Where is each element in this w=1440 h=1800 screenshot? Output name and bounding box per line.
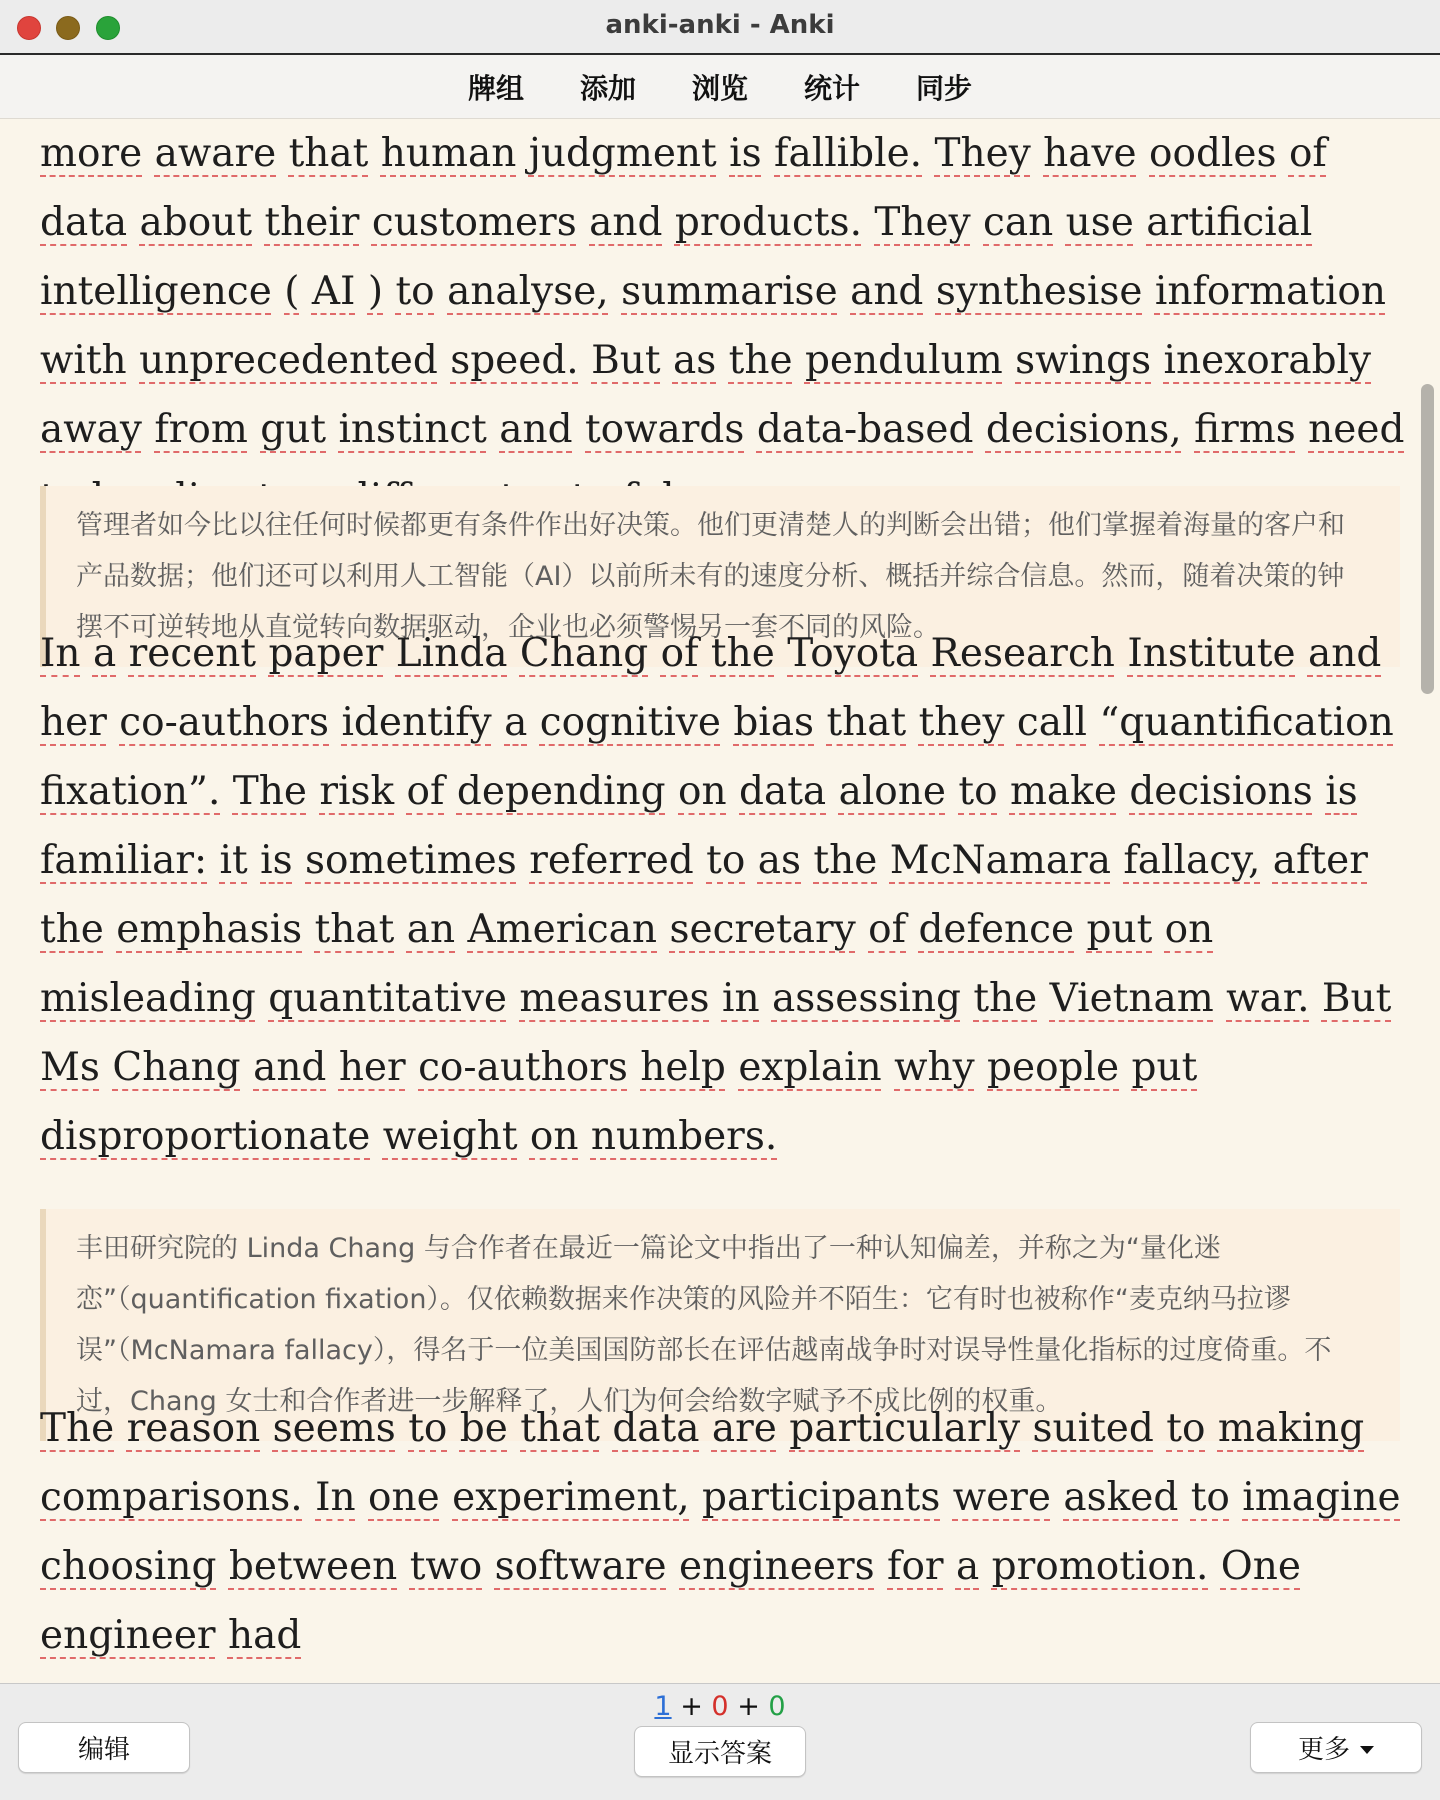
chevron-down-icon xyxy=(1360,1746,1374,1754)
word: cognitive xyxy=(539,700,721,745)
word: Institute xyxy=(1127,631,1296,676)
word: people xyxy=(987,1045,1120,1090)
word: of xyxy=(868,907,907,952)
word: quantitative xyxy=(268,976,507,1021)
word: two xyxy=(409,1544,483,1589)
word: familiar: xyxy=(40,838,208,883)
word: her xyxy=(40,700,107,745)
word: decisions, xyxy=(985,407,1182,452)
word: co-authors xyxy=(418,1045,628,1090)
word: They xyxy=(934,131,1031,176)
word: Chang xyxy=(519,631,649,676)
word: ) xyxy=(367,269,384,314)
word: AI xyxy=(311,269,356,314)
word: data xyxy=(612,1406,700,1451)
word: measures xyxy=(519,976,710,1021)
word: Ms xyxy=(40,1045,100,1090)
word: of xyxy=(1288,131,1327,176)
word: and xyxy=(589,200,663,245)
word: between xyxy=(228,1544,398,1589)
show-answer-label: 显示答案 xyxy=(667,1739,772,1769)
word: use xyxy=(1065,200,1134,245)
due-counts xyxy=(0,1691,1440,1722)
word: emphasis xyxy=(116,907,303,952)
word: need xyxy=(1308,407,1405,452)
word: human xyxy=(380,131,517,176)
card-content xyxy=(0,119,1440,1683)
word: inexorably xyxy=(1163,338,1372,383)
word: call xyxy=(1016,700,1087,745)
more-button-label: 更多 xyxy=(1297,1735,1350,1765)
word: instinct xyxy=(338,407,487,452)
word: war. xyxy=(1226,976,1310,1021)
word: secretary xyxy=(669,907,856,952)
word: her xyxy=(338,1045,406,1090)
word: identify xyxy=(341,700,492,745)
word: intelligence xyxy=(40,269,272,314)
word: and xyxy=(499,407,573,452)
word: to xyxy=(408,1406,448,1451)
word: “quantification xyxy=(1099,700,1394,745)
word: alone xyxy=(838,769,946,814)
word: making xyxy=(1217,1406,1365,1451)
word: Toyota xyxy=(787,631,919,676)
word: artificial xyxy=(1146,200,1313,245)
word: assessing xyxy=(771,976,961,1021)
word: have xyxy=(1043,131,1137,176)
word: had xyxy=(227,1613,302,1658)
word: an xyxy=(406,907,456,952)
word: depending xyxy=(456,769,666,814)
word: for xyxy=(887,1544,944,1589)
word: They xyxy=(874,200,971,245)
word: to xyxy=(1190,1475,1230,1520)
word: from xyxy=(154,407,248,452)
word: they xyxy=(918,700,1005,745)
word: more xyxy=(40,131,143,176)
word: help xyxy=(640,1045,726,1090)
word: disproportionate xyxy=(40,1114,371,1159)
tab-stats[interactable]: 统计 xyxy=(804,71,861,105)
plus-sign-2: + xyxy=(737,1691,760,1722)
word: Vietnam xyxy=(1049,976,1214,1021)
word: But xyxy=(1321,976,1392,1021)
paragraph-3-english xyxy=(40,1394,1410,1670)
word: imagine xyxy=(1242,1475,1401,1520)
word: bias xyxy=(733,700,815,745)
word: a xyxy=(955,1544,980,1589)
paragraph-2-translation: 丰田研究院的 Linda Chang 与合作者在最近一篇论文中指出了一种认知偏差，并称之为“量化迷恋”（quantification fixation）。仅依赖数据来作决策的风险并不陌生：它有时也被称作“麦克纳马拉谬误”（McNamara fallacy），得名于一位美国国防部长在评估越南战争时对误导性量化指标的过度倚重。不过，Chang 女士和合作者进一步解释了，人们为何会给数字赋予不成比例的权重。 xyxy=(40,1209,1400,1441)
word: to xyxy=(958,769,998,814)
title-bar xyxy=(0,0,1440,55)
word: the xyxy=(973,976,1038,1021)
word: engineer xyxy=(40,1613,216,1658)
word: gut xyxy=(260,407,327,452)
word: One xyxy=(1220,1544,1301,1589)
word: and xyxy=(1307,631,1382,676)
word: to xyxy=(706,838,746,883)
review-count: 0 xyxy=(768,1691,786,1722)
word: fallible. xyxy=(774,131,923,176)
tab-decks[interactable]: 牌组 xyxy=(467,71,524,105)
word: pendulum xyxy=(804,338,1003,383)
word: In xyxy=(315,1475,356,1520)
word: away xyxy=(40,407,142,452)
edit-button[interactable] xyxy=(18,1722,190,1773)
word: be xyxy=(459,1406,508,1451)
word: choosing xyxy=(40,1544,217,1589)
word: referred xyxy=(529,838,694,883)
word: engineers xyxy=(679,1544,875,1589)
word: misleading xyxy=(40,976,256,1021)
word: in xyxy=(721,976,760,1021)
word: speed. xyxy=(450,338,579,383)
learning-count: 0 xyxy=(711,1691,729,1722)
word: risk xyxy=(319,769,395,814)
word: Chang xyxy=(112,1045,241,1090)
word: and xyxy=(850,269,924,314)
word: information xyxy=(1154,269,1386,314)
word: paper xyxy=(268,631,384,676)
word: the xyxy=(728,338,793,383)
word: recent xyxy=(128,631,257,676)
word: In xyxy=(40,631,81,676)
word: data xyxy=(40,200,128,245)
word: The xyxy=(232,769,307,814)
word: that xyxy=(520,1406,600,1451)
word: swings xyxy=(1015,338,1152,383)
word: particularly xyxy=(789,1406,1021,1451)
word: oodles xyxy=(1149,131,1277,176)
word: firms xyxy=(1194,407,1296,452)
word: a xyxy=(92,631,117,676)
word: sometimes xyxy=(305,838,517,883)
word: co-authors xyxy=(119,700,330,745)
main-toolbar xyxy=(0,55,1440,119)
word: data-based xyxy=(756,407,974,452)
edit-button-label: 编辑 xyxy=(77,1735,130,1765)
word: synthesise xyxy=(935,269,1143,314)
word: towards xyxy=(585,407,745,452)
word: and xyxy=(253,1045,327,1090)
word: weight xyxy=(382,1114,518,1159)
word: analyse, xyxy=(447,269,609,314)
window-title: anki-anki - Anki xyxy=(605,10,835,40)
word: defence xyxy=(918,907,1075,952)
word: reason xyxy=(126,1406,261,1451)
word: numbers. xyxy=(590,1114,778,1159)
word: of xyxy=(660,631,699,676)
word: a xyxy=(504,700,528,745)
word: McNamara xyxy=(889,838,1111,883)
word: summarise xyxy=(621,269,838,314)
word: on xyxy=(529,1114,579,1159)
word: make xyxy=(1009,769,1117,814)
word: explain xyxy=(738,1045,882,1090)
paragraph-1-translation: 管理者如今比以往任何时候都更有条件作出好决策。他们更清楚人的判断会出错；他们掌握着海量的客户和产品数据；他们还可以利用人工智能（AI）以前所未有的速度分析、概括并综合信息。然而，随着决策的钟摆不可逆转地从直觉转向数据驱动，企业也必须警惕另一套不同的风险。 xyxy=(40,486,1400,667)
word: aware xyxy=(154,131,277,176)
word: Linda xyxy=(395,631,508,676)
word: as xyxy=(757,838,801,883)
word: products. xyxy=(674,200,862,245)
word: fixation”. xyxy=(40,769,221,814)
word: suited xyxy=(1032,1406,1154,1451)
word: the xyxy=(813,838,878,883)
word: as xyxy=(672,338,717,383)
word: on xyxy=(678,769,727,814)
word: ( xyxy=(284,269,300,314)
word: to xyxy=(395,269,435,314)
word: that xyxy=(826,700,907,745)
paragraph-1-english xyxy=(40,119,1410,533)
word: one xyxy=(368,1475,440,1520)
new-count[interactable]: 1 xyxy=(654,1691,672,1722)
word: is xyxy=(1325,769,1358,814)
word: about xyxy=(139,200,253,245)
word: to xyxy=(1166,1406,1206,1451)
word: customers xyxy=(371,200,577,245)
word: is xyxy=(729,131,762,176)
word: that xyxy=(288,131,369,176)
plus-sign-1: + xyxy=(680,1691,703,1722)
tab-browse[interactable]: 浏览 xyxy=(691,71,748,105)
word: decisions xyxy=(1129,769,1313,814)
paragraph-2-english xyxy=(40,619,1410,1171)
word: Research xyxy=(930,631,1115,676)
bottom-bar xyxy=(0,1683,1440,1800)
word: The xyxy=(40,1406,115,1451)
show-answer-button[interactable] xyxy=(634,1726,806,1777)
word: the xyxy=(710,631,775,676)
word: that xyxy=(314,907,395,952)
word: after xyxy=(1272,838,1368,883)
word: with xyxy=(40,338,127,383)
word: seems xyxy=(272,1406,396,1451)
content-scrollbar[interactable] xyxy=(1421,384,1434,694)
word: experiment, xyxy=(452,1475,690,1520)
word: unprecedented xyxy=(139,338,438,383)
word: is xyxy=(260,838,293,883)
word: why xyxy=(894,1045,975,1090)
word: American xyxy=(467,907,658,952)
word: their xyxy=(264,200,360,245)
word: participants xyxy=(702,1475,941,1520)
word: But xyxy=(591,338,661,383)
word: fallacy, xyxy=(1123,838,1261,883)
word: can xyxy=(983,200,1054,245)
word: it xyxy=(219,838,248,883)
word: comparisons. xyxy=(40,1475,303,1520)
word: asked xyxy=(1063,1475,1179,1520)
tab-sync[interactable]: 同步 xyxy=(916,71,973,105)
tab-add[interactable]: 添加 xyxy=(579,71,636,105)
more-button[interactable] xyxy=(1250,1722,1422,1773)
word: data xyxy=(739,769,827,814)
word: were xyxy=(952,1475,1051,1520)
word: on xyxy=(1164,907,1214,952)
word: put xyxy=(1086,907,1153,952)
word: judgment xyxy=(528,131,717,176)
word: of xyxy=(406,769,445,814)
word: software xyxy=(494,1544,667,1589)
word: promotion. xyxy=(991,1544,1209,1589)
word: are xyxy=(711,1406,777,1451)
word: put xyxy=(1131,1045,1198,1090)
word: the xyxy=(40,907,104,952)
